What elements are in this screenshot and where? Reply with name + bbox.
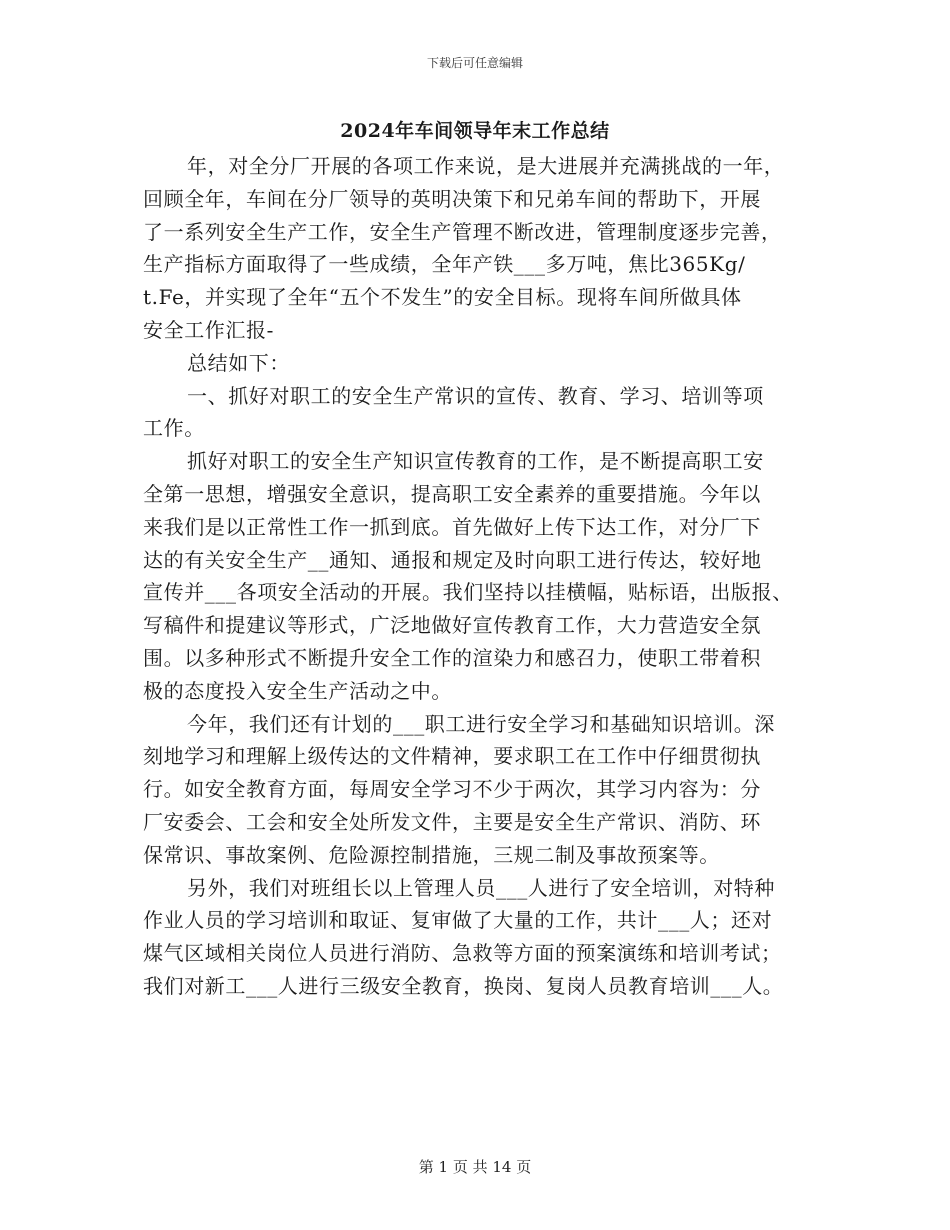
document-body (143, 150, 823, 1003)
body-line: 围。以多种形式不断提升安全工作的渲染力和感召力，使职工带着积 (143, 645, 761, 670)
body-line: 了一系列安全生产工作，安全生产管理不断改进，管理制度逐步完善， (143, 219, 782, 244)
body-line: 极的态度投入安全生产活动之中。 (143, 678, 452, 703)
header-note: 下载后可任意编辑 (426, 56, 523, 70)
body-line: 抓好对职工的安全生产知识宣传教育的工作，是不断提高职工安 (187, 449, 764, 474)
body-line: 来我们是以正常性工作一抓到底。首先做好上传下达工作，对分厂下 (143, 514, 761, 539)
body-line: 我们对新工___人进行三级安全教育，换岗、复岗人员教育培训___人。 (143, 973, 784, 998)
body-line: 今年，我们还有计划的___职工进行安全学习和基础知识培训。深 (187, 711, 775, 736)
section-heading: 一、抓好对职工的安全生产常识的宣传、教育、学习、培训等项 (187, 383, 764, 408)
body-line: 写稿件和提建议等形式，广泛地做好宣传教育工作，大力营造安全氛 (143, 613, 761, 638)
body-line: 厂安委会、工会和安全处所发文件，主要是安全生产常识、消防、环 (143, 809, 761, 834)
body-line: 另外，我们对班组长以上管理人员___人进行了安全培训，对特种 (187, 875, 775, 900)
body-line: 回顾全年，车间在分厂领导的英明决策下和兄弟车间的帮助下，开展 (143, 186, 761, 211)
page-number: 第 1 页 共 14 页 (418, 1158, 532, 1176)
body-line: 保常识、事故案例、危险源控制措施，三规二制及事故预案等。 (143, 842, 720, 867)
body-line: 全第一思想，增强安全意识，提高职工安全素养的重要措施。今年以 (143, 481, 761, 506)
document-title: 2024年车间领导年末工作总结 (340, 120, 610, 142)
body-line: 生产指标方面取得了一些成绩，全年产铁___多万吨，焦比365Kg/ (143, 252, 746, 277)
body-line: t.Fe，并实现了全年“五个不发生”的安全目标。现将车间所做具体 (143, 285, 742, 310)
body-line: 宣传并___各项安全活动的开展。我们坚持以挂横幅，贴标语，出版报、 (143, 580, 793, 605)
body-line: 行。如安全教育方面，每周安全学习不少于两次，其学习内容为：分 (143, 777, 761, 802)
body-line: 煤气区域相关岗位人员进行消防、急救等方面的预案演练和培训考试； (143, 941, 782, 966)
body-line: 达的有关安全生产__通知、通报和规定及时向职工进行传达，较好地 (143, 547, 762, 572)
body-line: 刻地学习和理解上级传达的文件精神，要求职工在工作中仔细贯彻执 (143, 744, 761, 769)
body-line: 安全工作汇报- (143, 317, 274, 342)
body-line: 年，对全分厂开展的各项工作来说，是大进展并充满挑战的一年， (187, 154, 785, 178)
body-line: 作业人员的学习培训和取证、复审做了大量的工作，共计___人；还对 (143, 908, 773, 933)
body-line: 总结如下： (187, 350, 290, 375)
section-heading: 工作。 (143, 416, 205, 441)
